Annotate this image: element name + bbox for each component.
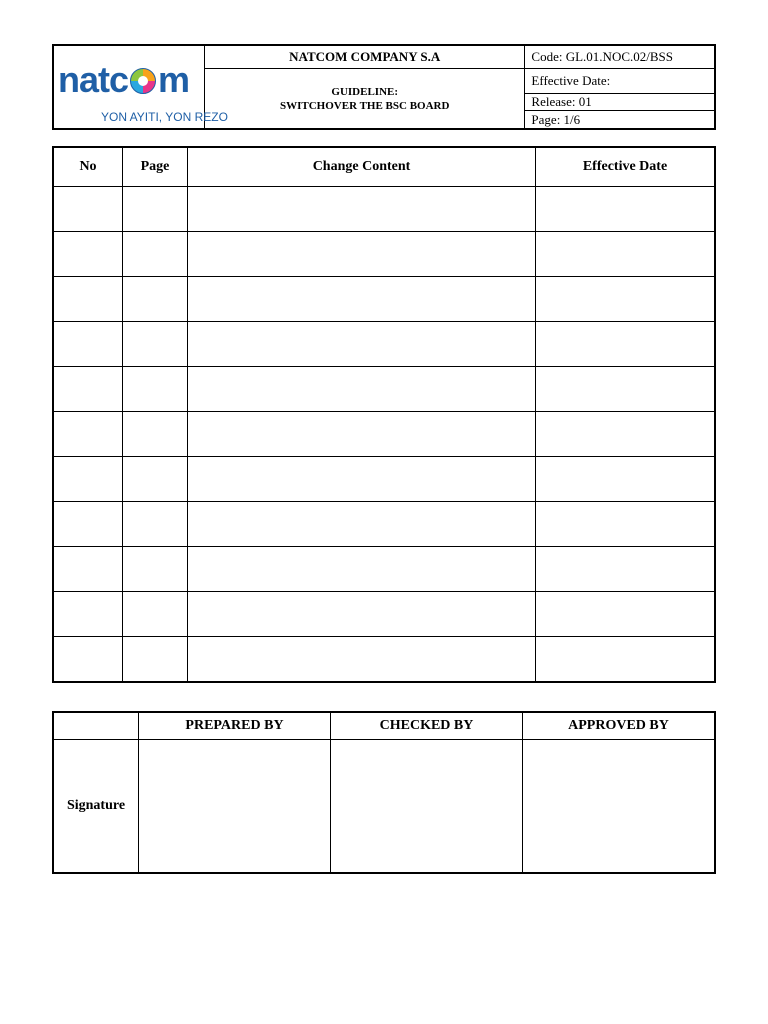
release-field: Release: 01	[525, 93, 715, 111]
cell-page	[123, 412, 188, 457]
cell-no	[53, 232, 123, 277]
cell-page	[123, 277, 188, 322]
cell-page	[123, 232, 188, 277]
natcom-logo	[54, 47, 228, 127]
cell-no	[53, 187, 123, 232]
cell-effective-date	[536, 232, 716, 277]
table-row	[53, 592, 715, 637]
table-row	[53, 412, 715, 457]
change-history-table	[52, 146, 716, 683]
cell-effective-date	[536, 322, 716, 367]
cell-no	[53, 412, 123, 457]
column-header-change-content: Change Content	[188, 147, 536, 187]
logo-swirl-icon	[129, 67, 157, 95]
effective-date-field: Effective Date:	[525, 69, 715, 94]
table-row	[53, 367, 715, 412]
cell-page	[123, 322, 188, 367]
signature-header-row	[53, 712, 715, 740]
cell-page	[123, 457, 188, 502]
cell-no	[53, 457, 123, 502]
approved-by-signature	[523, 740, 716, 874]
cell-page	[123, 592, 188, 637]
cell-change-content	[188, 277, 536, 322]
cell-change-content	[188, 322, 536, 367]
cell-effective-date	[536, 457, 716, 502]
approved-by-header: APPROVED BY	[523, 712, 716, 740]
column-header-page: Page	[123, 147, 188, 187]
cell-page	[123, 637, 188, 683]
cell-change-content	[188, 457, 536, 502]
cell-change-content	[188, 232, 536, 277]
checked-by-header: CHECKED BY	[331, 712, 523, 740]
cell-effective-date	[536, 502, 716, 547]
signature-table	[52, 711, 716, 874]
cell-page	[123, 367, 188, 412]
change-table-header-row	[53, 147, 715, 187]
cell-change-content	[188, 547, 536, 592]
cell-change-content	[188, 592, 536, 637]
cell-no	[53, 637, 123, 683]
checked-by-signature	[331, 740, 523, 874]
signature-row	[53, 740, 715, 874]
cell-effective-date	[536, 367, 716, 412]
table-row	[53, 547, 715, 592]
prepared-by-signature	[139, 740, 331, 874]
cell-no	[53, 367, 123, 412]
table-row	[53, 277, 715, 322]
cell-page	[123, 547, 188, 592]
table-row	[53, 322, 715, 367]
page-field: Page: 1/6	[525, 111, 715, 129]
cell-no	[53, 322, 123, 367]
cell-effective-date	[536, 277, 716, 322]
guideline-subject: SWITCHOVER THE BSC BOARD	[280, 99, 450, 112]
cell-no	[53, 277, 123, 322]
document-header	[52, 44, 716, 130]
signature-row-label: Signature	[53, 740, 139, 874]
logo-word-right: m	[158, 59, 190, 100]
cell-effective-date	[536, 412, 716, 457]
cell-change-content	[188, 502, 536, 547]
cell-change-content	[188, 367, 536, 412]
table-row	[53, 502, 715, 547]
table-row	[53, 232, 715, 277]
cell-effective-date	[536, 592, 716, 637]
guideline-label: GUIDELINE:	[331, 85, 399, 98]
doc-code: Code: GL.01.NOC.02/BSS	[525, 45, 715, 69]
cell-page	[123, 502, 188, 547]
cell-effective-date	[536, 187, 716, 232]
column-header-no: No	[53, 147, 123, 187]
logo-word-left: natc	[58, 59, 129, 100]
logo-tagline: YON AYITI, YON REZO	[101, 110, 228, 124]
column-header-effective-date: Effective Date	[536, 147, 716, 187]
cell-effective-date	[536, 547, 716, 592]
cell-no	[53, 592, 123, 637]
cell-change-content	[188, 637, 536, 683]
prepared-by-header: PREPARED BY	[139, 712, 331, 740]
logo-wordmark	[58, 59, 189, 101]
signature-corner-cell	[53, 712, 139, 740]
table-row	[53, 457, 715, 502]
cell-change-content	[188, 412, 536, 457]
company-name: NATCOM COMPANY S.A	[205, 45, 525, 69]
cell-no	[53, 502, 123, 547]
cell-page	[123, 187, 188, 232]
cell-no	[53, 547, 123, 592]
table-row	[53, 637, 715, 683]
guideline-title	[205, 69, 525, 130]
cell-effective-date	[536, 637, 716, 683]
table-row	[53, 187, 715, 232]
logo-cell	[53, 45, 228, 129]
cell-change-content	[188, 187, 536, 232]
